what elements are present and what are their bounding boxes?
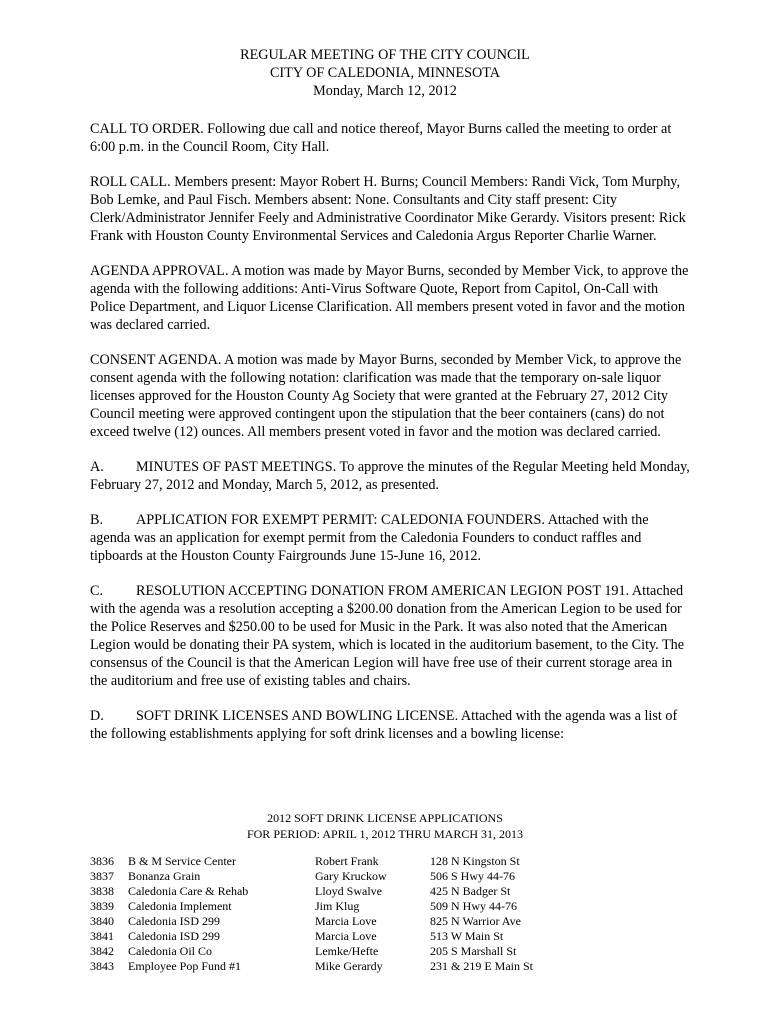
contact-name: Marcia Love bbox=[315, 914, 377, 928]
establishment-name: Caledonia ISD 299 bbox=[128, 914, 220, 928]
contact-name: Robert Frank bbox=[315, 854, 379, 868]
license-number: 3838 bbox=[90, 884, 114, 898]
table-row bbox=[90, 899, 710, 914]
license-table-period: FOR PERIOD: APRIL 1, 2012 THRU MARCH 31, 2013 bbox=[246, 827, 524, 841]
table-row bbox=[90, 914, 710, 929]
paragraph-item-b bbox=[90, 511, 690, 565]
item-label: D. bbox=[90, 708, 104, 724]
establishment-name: Employee Pop Fund #1 bbox=[128, 959, 241, 973]
document-header bbox=[0, 46, 770, 100]
paragraph-call-to-order bbox=[90, 120, 690, 156]
establishment-address: 509 N Hwy 44-76 bbox=[430, 899, 517, 913]
table-row bbox=[90, 929, 710, 944]
contact-name: Lemke/Hefte bbox=[315, 944, 379, 958]
establishment-address: 425 N Badger St bbox=[430, 884, 511, 898]
table-row bbox=[90, 854, 710, 869]
license-number: 3839 bbox=[90, 899, 114, 913]
license-number: 3843 bbox=[90, 959, 114, 973]
paragraph-consent-agenda bbox=[90, 351, 690, 441]
header-date: Monday, March 12, 2012 bbox=[313, 83, 457, 99]
establishment-name: Caledonia Care & Rehab bbox=[128, 884, 249, 898]
item-label: A. bbox=[90, 459, 104, 475]
establishment-address: 205 S Marshall St bbox=[430, 944, 517, 958]
contact-name: Marcia Love bbox=[315, 929, 377, 943]
license-number: 3837 bbox=[90, 869, 114, 883]
establishment-address: 231 & 219 E Main St bbox=[430, 959, 534, 973]
document-body bbox=[90, 120, 690, 760]
paragraph-item-d bbox=[90, 707, 690, 743]
header-title: REGULAR MEETING OF THE CITY COUNCIL bbox=[240, 47, 530, 63]
item-label: B. bbox=[90, 512, 104, 528]
license-table-title bbox=[0, 810, 770, 842]
table-row bbox=[90, 869, 710, 884]
paragraph-text: MINUTES OF PAST MEETINGS. To approve the minutes of the Regular Meeting held Monday, February 27, 2012 and Monday, March 5, 2012, as presented. bbox=[90, 459, 690, 493]
establishment-name: Caledonia Oil Co bbox=[128, 944, 212, 958]
paragraph-item-c bbox=[90, 582, 690, 690]
establishment-name: Bonanza Grain bbox=[128, 869, 201, 883]
item-label: C. bbox=[90, 583, 104, 599]
paragraph-text: CALL TO ORDER. Following due call and notice thereof, Mayor Burns called the meeting to order at 6:00 p.m. in the Council Room, City Hall. bbox=[90, 121, 672, 155]
paragraph-agenda-approval bbox=[90, 262, 690, 334]
establishment-name: Caledonia Implement bbox=[128, 899, 232, 913]
establishment-name: B & M Service Center bbox=[128, 854, 236, 868]
establishment-address: 513 W Main St bbox=[430, 929, 504, 943]
paragraph-item-a bbox=[90, 458, 690, 494]
paragraph-text: SOFT DRINK LICENSES AND BOWLING LICENSE. Attached with the agenda was a list of the following establishments applying for soft drink licenses and a bowling license: bbox=[90, 708, 678, 742]
table-row bbox=[90, 884, 710, 899]
contact-name: Gary Kruckow bbox=[315, 869, 387, 883]
paragraph-text: ROLL CALL. Members present: Mayor Robert H. Burns; Council Members: Randi Vick, Tom Murphy, Bob Lemke, and Paul Fisch. Members absent: None. Consultants and City staff present: City Clerk/Administrator Jennifer Feely and Administrative Coordinator Mike Gerardy. Visitors present: Rick Frank with Houston County Environmental Services and Caledonia Argus Reporter Charlie Warner. bbox=[90, 174, 686, 244]
license-number: 3841 bbox=[90, 929, 114, 943]
establishment-address: 506 S Hwy 44-76 bbox=[430, 869, 516, 883]
paragraph-text: RESOLUTION ACCEPTING DONATION FROM AMERICAN LEGION POST 191. Attached with the agenda was a resolution accepting a $200.00 donation from the American Legion to be used for the Police Reserves and $250.00 to be used for Music in the Park. It was also noted that the American Legion would be donating their PA system, which is located in the auditorium basement, to the City. The consensus of the Council is that the American Legion will have free use of their current storage area in the auditorium and free use of existing tables and chairs. bbox=[90, 583, 685, 689]
table-row bbox=[90, 944, 710, 959]
header-city: CITY OF CALEDONIA, MINNESOTA bbox=[269, 65, 501, 81]
contact-name: Jim Klug bbox=[315, 899, 360, 913]
license-number: 3842 bbox=[90, 944, 114, 958]
paragraph-text: CONSENT AGENDA. A motion was made by Mayor Burns, seconded by Member Vick, to approve the consent agenda with the following notation: clarification was made that the temporary on-sale liquor licenses approved for the Houston County Ag Society that were granted at the February 27, 2012 City Council meeting were approved contingent upon the stipulation that the beer containers (cans) do not exceed twelve (12) ounces. All members present voted in favor and the motion was declared carried. bbox=[90, 352, 682, 440]
establishment-address: 128 N Kingston St bbox=[430, 854, 520, 868]
establishment-name: Caledonia ISD 299 bbox=[128, 929, 220, 943]
paragraph-text: APPLICATION FOR EXEMPT PERMIT: CALEDONIA FOUNDERS. Attached with the agenda was an application for exempt permit from the Caledonia Founders to conduct raffles and tipboards at the Houston County Fairgrounds June 15-June 16, 2012. bbox=[90, 512, 649, 564]
table-row bbox=[90, 959, 710, 974]
establishment-address: 825 N Warrior Ave bbox=[430, 914, 521, 928]
license-number: 3840 bbox=[90, 914, 114, 928]
license-table bbox=[90, 854, 710, 974]
contact-name: Mike Gerardy bbox=[315, 959, 383, 973]
contact-name: Lloyd Swalve bbox=[315, 884, 382, 898]
paragraph-text: AGENDA APPROVAL. A motion was made by Mayor Burns, seconded by Member Vick, to approve the agenda with the following additions: Anti-Virus Software Quote, Report from Capitol, On-Call with Police Department, and Liquor License Clarification. All members present voted in favor and the motion was declared carried. bbox=[90, 263, 689, 333]
license-table-heading: 2012 SOFT DRINK LICENSE APPLICATIONS bbox=[267, 811, 503, 825]
license-number: 3836 bbox=[90, 854, 114, 868]
paragraph-roll-call bbox=[90, 173, 690, 245]
